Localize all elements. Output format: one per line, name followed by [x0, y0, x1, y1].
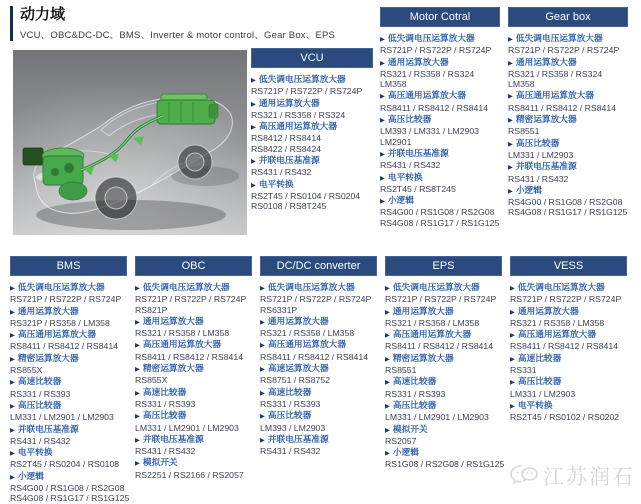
category-label: [385, 447, 502, 459]
category-text: 通用运算放大器: [17, 305, 79, 316]
panel-obc: [135, 256, 252, 480]
category-text: 通用运算放大器: [258, 97, 320, 108]
category-text: 并联电压基准源: [267, 433, 329, 444]
category-text: 低失调电压运算放大器: [267, 282, 355, 292]
panel-gear-box-body: [508, 27, 628, 218]
triangle-bullet-icon: ▶: [380, 117, 385, 125]
panel-bms-header: BMS: [10, 256, 127, 276]
triangle-bullet-icon: ▶: [508, 187, 513, 195]
triangle-bullet-icon: ▶: [385, 379, 390, 387]
panel-motor-control-header: Motor Cotral: [380, 7, 500, 27]
part-numbers: RS6331P: [260, 304, 298, 315]
panel-gear-box-header: Gear box: [508, 7, 628, 27]
triangle-bullet-icon: ▶: [508, 140, 513, 148]
category-label: [10, 471, 127, 483]
part-numbers: RS821P: [135, 304, 168, 315]
category-text: 低失调电压运算放大器: [258, 74, 346, 84]
category-text: 通用运算放大器: [142, 315, 204, 326]
triangle-bullet-icon: ▶: [508, 59, 513, 67]
panel-eps: [385, 256, 505, 470]
category-label: [508, 114, 628, 126]
part-numbers: LM331 / LM2903: [508, 149, 574, 160]
part-numbers: RS8411 / RS8412 / RS8414: [135, 351, 244, 362]
category-text: 高压通用运算放大器: [258, 121, 338, 132]
part-numbers: RS8412 / RS8414: [251, 133, 322, 144]
part-numbers: RS721P / RS722P / RS724P: [10, 294, 122, 305]
triangle-bullet-icon: ▶: [135, 285, 140, 292]
category-text: 小逻辑: [515, 184, 542, 195]
triangle-bullet-icon: ▶: [135, 413, 140, 421]
watermark-text: 江苏润石: [543, 466, 635, 489]
part-numbers: LM358: [380, 79, 407, 90]
category-text: 电平转换: [517, 399, 553, 410]
part-numbers: RS721P / RS722P / RS724P: [510, 294, 622, 305]
category-text: 精密运算放大器: [392, 352, 454, 363]
page-subtitle: VCU、OBC&DC-DC、BMS、Inverter & motor control、Gear Box、EPS: [20, 30, 336, 41]
triangle-bullet-icon: ▶: [10, 308, 15, 316]
part-numbers: RS4G08 / RS1G17 / RS1G125: [380, 217, 500, 228]
triangle-bullet-icon: ▶: [510, 379, 515, 387]
triangle-bullet-icon: ▶: [510, 285, 515, 292]
category-label: [260, 363, 377, 375]
category-label: [135, 410, 252, 422]
part-numbers: RS2T45 / RS8T245: [380, 183, 456, 194]
part-numbers: RS321 / RS358 / RS324: [251, 109, 346, 120]
part-numbers: RS721P / RS722P / RS724P: [251, 86, 363, 97]
triangle-bullet-icon: ▶: [510, 332, 515, 340]
part-numbers: RS8751 / RS8752: [260, 375, 331, 386]
part-numbers: RS2057: [385, 435, 417, 446]
category-label: [385, 376, 502, 388]
panel-vcu-body: [251, 68, 373, 212]
triangle-bullet-icon: ▶: [251, 77, 256, 84]
part-numbers: RS855X: [10, 365, 43, 376]
category-text: 高压比较器: [392, 399, 437, 410]
part-numbers: RS8551: [385, 365, 417, 376]
part-numbers: RS431 / RS432: [135, 446, 196, 457]
panel-obc-header: OBC: [135, 256, 252, 276]
category-label: [135, 457, 252, 469]
panel-bms: [10, 256, 130, 504]
category-label: [510, 306, 627, 318]
category-text: 通用运算放大器: [515, 56, 577, 67]
triangle-bullet-icon: ▶: [385, 332, 390, 340]
category-label: [380, 172, 500, 184]
category-text: 并联电压基准源: [142, 433, 204, 444]
triangle-bullet-icon: ▶: [260, 413, 265, 421]
category-text: 高压通用运算放大器: [517, 329, 597, 340]
panel-gear-box: [508, 7, 628, 218]
triangle-bullet-icon: ▶: [10, 332, 15, 340]
category-label: [510, 400, 627, 412]
triangle-bullet-icon: ▶: [10, 450, 15, 458]
part-numbers: RS2251 / RS2166 / RS2057: [135, 469, 244, 480]
triangle-bullet-icon: ▶: [251, 100, 256, 108]
triangle-bullet-icon: ▶: [385, 308, 390, 316]
category-text: 高压通用运算放大器: [17, 329, 97, 340]
category-label: [251, 98, 373, 110]
part-numbers: RS8551: [508, 126, 540, 137]
category-label: [508, 161, 628, 173]
category-label: [251, 74, 373, 86]
category-text: 高压比较器: [142, 410, 187, 421]
category-text: 高速比较器: [17, 376, 62, 387]
panel-vess-body: [510, 276, 627, 423]
part-numbers: RS4G08 / RS1G17 / RS1G125: [10, 493, 130, 504]
part-numbers: RS431 / RS432: [380, 160, 441, 171]
car-xray-image: [13, 50, 247, 235]
category-label: [10, 447, 127, 459]
triangle-bullet-icon: ▶: [508, 93, 513, 101]
triangle-bullet-icon: ▶: [510, 402, 515, 410]
category-label: [260, 316, 377, 328]
category-label: [135, 282, 252, 294]
category-text: 精密运算放大器: [515, 114, 577, 125]
part-numbers: RS321 / RS358 / RS324: [508, 68, 603, 79]
category-label: [260, 282, 377, 294]
category-label: [510, 376, 627, 388]
part-numbers: RS2T45 / RS0104 / RS0204: [251, 190, 361, 201]
part-numbers: RS2T45 / RS0204 / RS0108: [10, 459, 120, 470]
triangle-bullet-icon: ▶: [251, 124, 256, 132]
category-label: [260, 387, 377, 399]
category-text: 低失调电压运算放大器: [515, 33, 603, 43]
category-label: [508, 57, 628, 69]
category-text: 精密运算放大器: [17, 352, 79, 363]
category-label: [508, 185, 628, 197]
category-label: [508, 138, 628, 150]
category-label: [260, 410, 377, 422]
panel-vcu-header: VCU: [251, 48, 373, 68]
category-text: 电平转换: [387, 171, 423, 182]
part-numbers: RS331 / RS393: [135, 398, 196, 409]
category-label: [260, 434, 377, 446]
category-text: 高压比较器: [517, 376, 562, 387]
triangle-bullet-icon: ▶: [260, 318, 265, 326]
part-numbers: RS855X: [135, 375, 168, 386]
part-numbers: RS321 / RS358 / LM358: [260, 328, 355, 339]
part-numbers: LM393 / LM2903: [260, 422, 326, 433]
part-numbers: RS8411 / RS8412 / RS8414: [380, 102, 489, 113]
category-text: 并联电压基准源: [17, 423, 79, 434]
panel-bms-body: [10, 276, 130, 504]
panel-dcdc-converter: [260, 256, 377, 456]
part-numbers: RS4G00 / RS1G08 / RS2G08: [10, 483, 125, 494]
category-label: [10, 400, 127, 412]
category-text: 低失调电压运算放大器: [17, 282, 105, 292]
panel-motor-control-body: [380, 27, 500, 228]
category-text: 通用运算放大器: [387, 56, 449, 67]
category-text: 高压比较器: [387, 114, 432, 125]
category-text: 模拟开关: [142, 457, 178, 468]
triangle-bullet-icon: ▶: [10, 285, 15, 292]
panel-eps-header: EPS: [385, 256, 502, 276]
category-text: 低失调电压运算放大器: [392, 282, 480, 292]
category-label: [380, 195, 500, 207]
category-text: 模拟开关: [392, 423, 428, 434]
triangle-bullet-icon: ▶: [380, 174, 385, 182]
triangle-bullet-icon: ▶: [385, 355, 390, 363]
category-text: 精密运算放大器: [142, 363, 204, 374]
category-text: 低失调电压运算放大器: [387, 33, 475, 43]
part-numbers: RS0108 / RS8T245: [251, 201, 327, 212]
category-text: 高压通用运算放大器: [387, 90, 467, 101]
panel-dcdc-converter-header: DC/DC converter: [260, 256, 377, 276]
part-numbers: LM331 / LM2903: [510, 388, 576, 399]
part-numbers: RS331 / RS393: [260, 398, 321, 409]
category-label: [385, 306, 502, 318]
category-label: [508, 90, 628, 102]
triangle-bullet-icon: ▶: [380, 150, 385, 158]
watermark: [509, 461, 635, 491]
part-numbers: RS8422 / RS8424: [251, 143, 322, 154]
part-numbers: RS321 / RS358 / LM358: [510, 317, 605, 328]
category-text: 小逻辑: [392, 447, 419, 458]
category-label: [508, 33, 628, 45]
panel-eps-body: [385, 276, 505, 470]
category-text: 通用运算放大器: [517, 305, 579, 316]
triangle-bullet-icon: ▶: [135, 318, 140, 326]
triangle-bullet-icon: ▶: [260, 366, 265, 374]
category-label: [10, 424, 127, 436]
category-label: [251, 121, 373, 133]
category-text: 并联电压基准源: [258, 155, 320, 166]
category-label: [10, 306, 127, 318]
part-numbers: RS721P / RS722P / RS724P: [385, 294, 497, 305]
triangle-bullet-icon: ▶: [260, 342, 265, 350]
panel-dcdc-converter-body: [260, 276, 377, 456]
category-text: 高压通用运算放大器: [392, 329, 472, 340]
part-numbers: RS8411 / RS8412 / RS8414: [508, 102, 617, 113]
part-numbers: RS431 / RS432: [260, 446, 321, 457]
part-numbers: RS4G00 / RS1G08 / RS2G08: [380, 207, 495, 218]
triangle-bullet-icon: ▶: [385, 450, 390, 458]
triangle-bullet-icon: ▶: [10, 426, 15, 434]
category-label: [10, 353, 127, 365]
category-label: [380, 148, 500, 160]
triangle-bullet-icon: ▶: [251, 158, 256, 166]
part-numbers: LM331 / LM2901 / LM2903: [10, 412, 114, 423]
part-numbers: RS321 / RS358 / LM358: [385, 317, 480, 328]
part-numbers: RS331: [510, 365, 537, 376]
triangle-bullet-icon: ▶: [508, 117, 513, 125]
category-label: [260, 339, 377, 351]
triangle-bullet-icon: ▶: [260, 285, 265, 292]
part-numbers: RS4G08 / RS1G17 / RS1G125: [508, 207, 628, 218]
category-label: [510, 329, 627, 341]
part-numbers: RS2T45 / RS0102 / RS0202: [510, 412, 620, 423]
triangle-bullet-icon: ▶: [385, 285, 390, 292]
category-label: [135, 316, 252, 328]
part-numbers: LM331 / LM2901 / LM2903: [135, 422, 239, 433]
category-label: [135, 363, 252, 375]
part-numbers: LM358: [508, 79, 535, 90]
part-numbers: RS431 / RS432: [251, 167, 312, 178]
category-label: [385, 329, 502, 341]
category-text: 高压比较器: [17, 399, 62, 410]
category-text: 小逻辑: [387, 195, 414, 206]
part-numbers: RS4G00 / RS1G08 / RS2G08: [508, 197, 623, 208]
part-numbers: RS321 / RS358 / RS324: [380, 68, 475, 79]
category-label: [380, 90, 500, 102]
part-numbers: RS321P / RS358 / LM358: [10, 317, 110, 328]
category-text: 小逻辑: [17, 470, 44, 481]
triangle-bullet-icon: ▶: [10, 402, 15, 410]
panel-vess: [510, 256, 627, 423]
category-text: 通用运算放大器: [267, 315, 329, 326]
title-block: [10, 6, 335, 41]
part-numbers: LM2901: [380, 136, 412, 147]
triangle-bullet-icon: ▶: [135, 342, 140, 350]
triangle-bullet-icon: ▶: [385, 426, 390, 434]
category-label: [510, 282, 627, 294]
triangle-bullet-icon: ▶: [10, 355, 15, 363]
category-text: 高速比较器: [517, 352, 562, 363]
category-text: 高速比较器: [267, 386, 312, 397]
part-numbers: RS8411 / RS8412 / RS8414: [385, 341, 494, 352]
category-label: [510, 353, 627, 365]
triangle-bullet-icon: ▶: [380, 93, 385, 101]
category-text: 高压通用运算放大器: [142, 339, 222, 350]
part-numbers: RS431 / RS432: [10, 435, 71, 446]
category-text: 低失调电压运算放大器: [517, 282, 605, 292]
category-label: [380, 114, 500, 126]
triangle-bullet-icon: ▶: [10, 379, 15, 387]
part-numbers: RS8411 / RS8412 / RS8414: [10, 341, 119, 352]
part-numbers: RS721P / RS722P / RS724P: [260, 294, 372, 305]
panel-vcu: [251, 48, 373, 212]
category-label: [385, 282, 502, 294]
category-label: [251, 179, 373, 191]
wechat-logo-icon: [509, 464, 539, 489]
part-numbers: RS721P / RS722P / RS724P: [135, 294, 247, 305]
category-text: 高压通用运算放大器: [515, 90, 595, 101]
category-text: 电平转换: [258, 178, 294, 189]
triangle-bullet-icon: ▶: [510, 308, 515, 316]
category-label: [380, 57, 500, 69]
category-label: [385, 424, 502, 436]
triangle-bullet-icon: ▶: [508, 36, 513, 43]
part-numbers: RS321 / RS358 / LM358: [135, 328, 230, 339]
part-numbers: LM393 / LM331 / LM2903: [380, 126, 480, 137]
triangle-bullet-icon: ▶: [10, 473, 15, 481]
part-numbers: RS331 / RS393: [385, 388, 446, 399]
part-numbers: RS1G08 / RS2G08 / RS1G125: [385, 459, 505, 470]
category-label: [135, 339, 252, 351]
category-label: [10, 282, 127, 294]
triangle-bullet-icon: ▶: [260, 436, 265, 444]
part-numbers: RS721P / RS722P / RS724P: [380, 45, 492, 56]
triangle-bullet-icon: ▶: [135, 389, 140, 397]
triangle-bullet-icon: ▶: [510, 355, 515, 363]
part-numbers: RS8411 / RS8412 / RS8414: [260, 351, 369, 362]
category-text: 电平转换: [17, 447, 53, 458]
panel-motor-control: [380, 7, 500, 228]
category-label: [10, 376, 127, 388]
category-text: 高速比较器: [392, 376, 437, 387]
category-label: [10, 329, 127, 341]
page-title: 动力域: [20, 6, 66, 23]
part-numbers: RS431 / RS432: [508, 173, 569, 184]
category-label: [251, 155, 373, 167]
triangle-bullet-icon: ▶: [251, 181, 256, 189]
category-text: 高压通用运算放大器: [267, 339, 347, 350]
panel-obc-body: [135, 276, 252, 480]
part-numbers: LM331 / LM2901 / LM2903: [385, 412, 489, 423]
part-numbers: RS331 / RS393: [10, 388, 71, 399]
triangle-bullet-icon: ▶: [508, 164, 513, 172]
category-label: [135, 434, 252, 446]
triangle-bullet-icon: ▶: [260, 389, 265, 397]
panel-vess-header: VESS: [510, 256, 627, 276]
category-text: 通用运算放大器: [392, 305, 454, 316]
part-numbers: RS721P / RS722P / RS724P: [508, 45, 620, 56]
category-text: 并联电压基准源: [515, 161, 577, 172]
triangle-bullet-icon: ▶: [135, 460, 140, 468]
category-text: 低失调电压运算放大器: [142, 282, 230, 292]
category-text: 高速比较器: [142, 386, 187, 397]
triangle-bullet-icon: ▶: [380, 36, 385, 43]
category-text: 高压比较器: [267, 410, 312, 421]
category-text: 高压比较器: [515, 137, 560, 148]
triangle-bullet-icon: ▶: [135, 436, 140, 444]
triangle-bullet-icon: ▶: [380, 198, 385, 206]
triangle-bullet-icon: ▶: [385, 402, 390, 410]
part-numbers: RS8411 / RS8412 / RS8414: [510, 341, 619, 352]
category-text: 高速运算放大器: [267, 363, 329, 374]
category-label: [385, 400, 502, 412]
car-illustration: [13, 50, 247, 235]
category-label: [135, 387, 252, 399]
triangle-bullet-icon: ▶: [135, 366, 140, 374]
category-text: 并联电压基准源: [387, 147, 449, 158]
category-label: [385, 353, 502, 365]
category-label: [380, 33, 500, 45]
triangle-bullet-icon: ▶: [380, 59, 385, 67]
